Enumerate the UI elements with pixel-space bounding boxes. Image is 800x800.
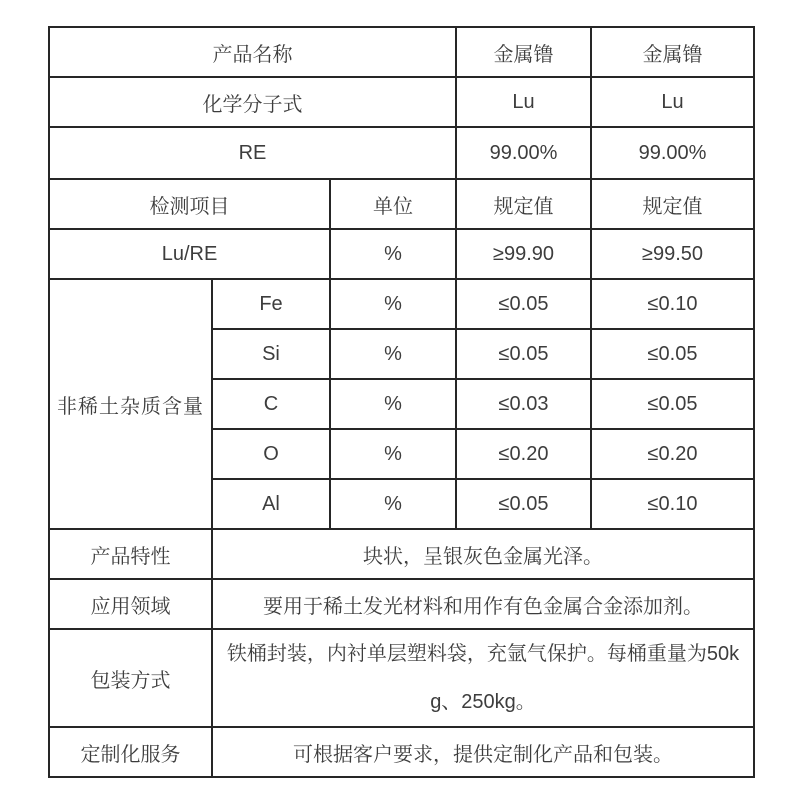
packaging-value-line-1: 铁桶封装，内衬单层塑料袋，充氩气保护。每桶重量为50k [226,643,740,665]
header-unit: 单位 [330,179,456,229]
impurity-spec-1: ≤0.05 [456,279,591,329]
product-characteristics-row [49,529,754,579]
impurity-spec-1: ≤0.05 [456,329,591,379]
header-test-item: 检测项目 [49,179,330,229]
application-field-row [49,579,754,629]
header-spec-2: 规定值 [591,179,754,229]
header-spec-1: 规定值 [456,179,591,229]
customization-service-row [49,727,754,777]
customization-service-value: 可根据客户要求，提供定制化产品和包装。 [212,727,754,777]
chemical-formula-value-1: Lu [456,77,591,127]
product-name-label: 产品名称 [49,27,456,77]
product-name-value-2: 金属镥 [591,27,754,77]
impurity-spec-2: ≤0.10 [591,279,754,329]
application-field-label: 应用领域 [49,579,212,629]
impurity-unit: % [330,279,456,329]
customization-service-label: 定制化服务 [49,727,212,777]
impurity-element: C [212,379,330,429]
product-name-value-1: 金属镥 [456,27,591,77]
impurity-spec-2: ≤0.20 [591,429,754,479]
impurity-unit: % [330,429,456,479]
re-row [49,127,754,179]
impurity-unit: % [330,379,456,429]
re-value-1: 99.00% [456,127,591,179]
packaging-label: 包装方式 [49,629,212,727]
impurity-element: Si [212,329,330,379]
impurity-spec-2: ≤0.05 [591,329,754,379]
packaging-value-line-2: g、250kg。 [430,691,536,713]
impurity-row-fe [49,279,754,329]
chemical-formula-label: 化学分子式 [49,77,456,127]
impurity-spec-1: ≤0.20 [456,429,591,479]
impurity-element: O [212,429,330,479]
application-field-value: 要用于稀土发光材料和用作有色金属合金添加剂。 [212,579,754,629]
lu-re-label: Lu/RE [49,229,330,279]
lu-re-row [49,229,754,279]
re-value-2: 99.00% [591,127,754,179]
impurity-element: Fe [212,279,330,329]
product-characteristics-value: 块状，呈银灰色金属光泽。 [212,529,754,579]
chemical-formula-value-2: Lu [591,77,754,127]
impurity-spec-1: ≤0.05 [456,479,591,529]
impurity-element: Al [212,479,330,529]
product-spec-table [48,26,755,778]
impurity-spec-2: ≤0.10 [591,479,754,529]
impurity-group-label: 非稀土杂质含量 [49,279,212,529]
lu-re-spec-2: ≥99.50 [591,229,754,279]
packaging-value [212,629,754,727]
packaging-row [49,629,754,727]
impurity-spec-1: ≤0.03 [456,379,591,429]
impurity-unit: % [330,329,456,379]
impurity-spec-2: ≤0.05 [591,379,754,429]
lu-re-unit: % [330,229,456,279]
lu-re-spec-1: ≥99.90 [456,229,591,279]
product-characteristics-label: 产品特性 [49,529,212,579]
header-row [49,179,754,229]
re-label: RE [49,127,456,179]
product-name-row [49,27,754,77]
impurity-unit: % [330,479,456,529]
chemical-formula-row [49,77,754,127]
